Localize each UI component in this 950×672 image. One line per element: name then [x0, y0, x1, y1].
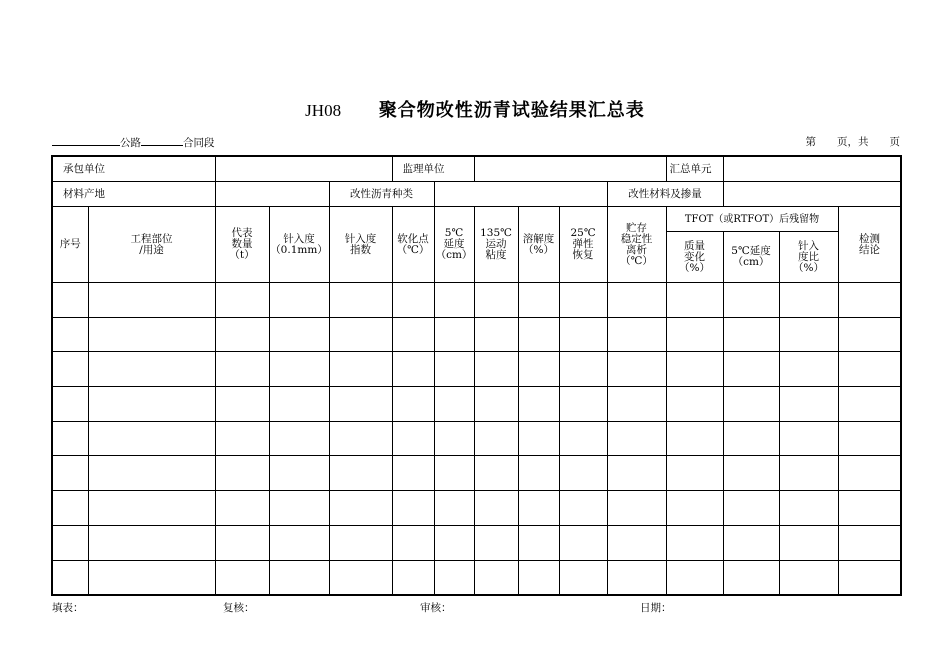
table-cell[interactable] [607, 560, 666, 595]
table-row [52, 525, 901, 560]
table-cell[interactable] [779, 456, 838, 491]
road-blank[interactable] [52, 134, 120, 146]
table-row [52, 387, 901, 422]
table-cell[interactable] [518, 560, 559, 595]
seq-header: 序号 [52, 207, 88, 283]
table-cell[interactable] [392, 387, 434, 422]
table-cell[interactable] [434, 491, 474, 526]
table-cell[interactable] [559, 387, 607, 422]
table-cell[interactable] [269, 560, 329, 595]
table-cell[interactable] [607, 317, 666, 352]
material-origin-value[interactable] [215, 182, 329, 207]
table-cell[interactable] [666, 317, 723, 352]
table-cell[interactable] [434, 317, 474, 352]
table-cell[interactable] [52, 352, 88, 387]
table-cell[interactable] [215, 387, 269, 422]
table-cell[interactable] [434, 387, 474, 422]
table-cell[interactable] [723, 525, 779, 560]
table-cell[interactable] [666, 283, 723, 318]
table-cell[interactable] [559, 317, 607, 352]
table-cell[interactable] [518, 352, 559, 387]
form-name: 聚合物改性沥青试验结果汇总表 [378, 100, 645, 121]
table-cell[interactable] [666, 491, 723, 526]
table-cell[interactable] [518, 491, 559, 526]
table-row [52, 283, 901, 318]
contractor-value[interactable] [215, 156, 392, 182]
table-cell[interactable] [723, 560, 779, 595]
table-cell[interactable] [329, 283, 392, 318]
ductility-header: 5℃ 延度 （cm） [434, 207, 474, 283]
table-cell[interactable] [779, 283, 838, 318]
table-row [52, 317, 901, 352]
table-cell[interactable] [434, 283, 474, 318]
table-cell[interactable] [474, 283, 518, 318]
section-label: 合同段 [183, 137, 215, 149]
table-cell[interactable] [215, 421, 269, 456]
table-cell[interactable] [474, 317, 518, 352]
table-cell[interactable] [518, 283, 559, 318]
table-cell[interactable] [434, 560, 474, 595]
table-cell[interactable] [88, 387, 215, 422]
location-header: 工程部位 /用途 [88, 207, 215, 283]
table-cell[interactable] [269, 491, 329, 526]
table-cell[interactable] [329, 387, 392, 422]
table-cell[interactable] [723, 352, 779, 387]
table-cell[interactable] [474, 560, 518, 595]
date-label: 日期： [640, 602, 672, 614]
table-cell[interactable] [779, 525, 838, 560]
table-cell[interactable] [666, 456, 723, 491]
table-cell[interactable] [723, 491, 779, 526]
conclusion-header: 检测 结论 [838, 207, 901, 283]
table-cell[interactable] [838, 387, 901, 422]
table-cell[interactable] [329, 421, 392, 456]
table-cell[interactable] [392, 560, 434, 595]
table-row [52, 421, 901, 456]
table-cell[interactable] [215, 491, 269, 526]
ductility-after-header: 5℃延度 （cm） [723, 232, 779, 283]
table-cell[interactable] [723, 283, 779, 318]
page-title [0, 96, 950, 122]
table-cell[interactable] [88, 491, 215, 526]
pen-ratio-header: 针入 度比 （%） [779, 232, 838, 283]
table-cell[interactable] [559, 421, 607, 456]
table-cell[interactable] [329, 491, 392, 526]
table-cell[interactable] [392, 421, 434, 456]
asphalt-type-label: 改性沥青种类 [329, 182, 434, 207]
table-cell[interactable] [215, 560, 269, 595]
table-cell[interactable] [559, 491, 607, 526]
table-cell[interactable] [838, 283, 901, 318]
table-cell[interactable] [607, 352, 666, 387]
table-cell[interactable] [666, 421, 723, 456]
table-cell[interactable] [269, 525, 329, 560]
table-cell[interactable] [434, 456, 474, 491]
table-cell[interactable] [88, 352, 215, 387]
table-cell[interactable] [434, 421, 474, 456]
table-cell[interactable] [434, 352, 474, 387]
contractor-label: 承包单位 [52, 156, 215, 182]
table-cell[interactable] [607, 283, 666, 318]
storage-header: 贮存 稳定性 离析 （℃） [607, 207, 666, 283]
header-row-1 [52, 207, 901, 232]
table-cell[interactable] [474, 491, 518, 526]
table-cell[interactable] [88, 283, 215, 318]
summary-unit-value[interactable] [723, 156, 901, 182]
supervisor-value[interactable] [474, 156, 666, 182]
table-cell[interactable] [329, 560, 392, 595]
table-cell[interactable] [723, 387, 779, 422]
table-cell[interactable] [559, 525, 607, 560]
table-cell[interactable] [269, 387, 329, 422]
table-cell[interactable] [838, 421, 901, 456]
table-cell[interactable] [88, 456, 215, 491]
filler-label: 填表： [52, 602, 84, 614]
tfot-header: TFOT（或RTFOT）后残留物 [666, 207, 838, 232]
table-cell[interactable] [607, 387, 666, 422]
table-cell[interactable] [838, 525, 901, 560]
table-cell[interactable] [52, 421, 88, 456]
table-cell[interactable] [666, 560, 723, 595]
table-cell[interactable] [269, 456, 329, 491]
table-cell[interactable] [392, 283, 434, 318]
table-cell[interactable] [518, 525, 559, 560]
asphalt-type-value[interactable] [434, 182, 607, 207]
table-cell[interactable] [329, 317, 392, 352]
table-cell[interactable] [52, 456, 88, 491]
table-cell[interactable] [215, 456, 269, 491]
table-row [52, 560, 901, 595]
table-cell[interactable] [723, 317, 779, 352]
checker-label: 复核： [223, 602, 255, 614]
table-cell[interactable] [838, 560, 901, 595]
table-cell[interactable] [392, 317, 434, 352]
table-row [52, 491, 901, 526]
table-row [52, 352, 901, 387]
material-origin-label: 材料产地 [52, 182, 215, 207]
table-cell[interactable] [607, 491, 666, 526]
table-cell[interactable] [52, 387, 88, 422]
viscosity-header: 135℃ 运动 粘度 [474, 207, 518, 283]
info-row-2 [52, 182, 901, 207]
table-cell[interactable] [666, 387, 723, 422]
section-blank[interactable] [141, 134, 183, 146]
table-cell[interactable] [392, 456, 434, 491]
table-cell[interactable] [392, 352, 434, 387]
table-cell[interactable] [559, 456, 607, 491]
table-cell[interactable] [779, 387, 838, 422]
info-row-1 [52, 156, 901, 182]
modifier-label: 改性材料及掺量 [607, 182, 723, 207]
table-cell[interactable] [269, 317, 329, 352]
table-cell[interactable] [838, 491, 901, 526]
table-cell[interactable] [779, 560, 838, 595]
table-cell[interactable] [474, 525, 518, 560]
form-code: JH08 [305, 101, 342, 120]
page-count: 第 页，共 页 [805, 136, 900, 148]
table-cell[interactable] [215, 283, 269, 318]
table-cell[interactable] [559, 283, 607, 318]
table-cell[interactable] [52, 283, 88, 318]
table-cell[interactable] [215, 317, 269, 352]
penetration-header: 针入度 （0.1mm） [269, 207, 329, 283]
subline [52, 134, 900, 152]
table-cell[interactable] [779, 491, 838, 526]
table-cell[interactable] [329, 352, 392, 387]
table-row [52, 456, 901, 491]
table-cell[interactable] [52, 491, 88, 526]
reviewer-label: 审核： [420, 602, 452, 614]
table-cell[interactable] [88, 317, 215, 352]
table-cell[interactable] [474, 387, 518, 422]
summary-unit-label: 汇总单元 [666, 156, 723, 182]
road-section-line [52, 134, 215, 150]
table-cell[interactable] [269, 352, 329, 387]
table-cell[interactable] [52, 525, 88, 560]
table-cell[interactable] [666, 525, 723, 560]
table-cell[interactable] [392, 525, 434, 560]
table-cell[interactable] [269, 421, 329, 456]
table-cell[interactable] [559, 560, 607, 595]
table-cell[interactable] [474, 456, 518, 491]
table-cell[interactable] [215, 352, 269, 387]
table-cell[interactable] [88, 560, 215, 595]
modifier-value[interactable] [723, 182, 901, 207]
table-cell[interactable] [474, 352, 518, 387]
table-cell[interactable] [779, 421, 838, 456]
table-cell[interactable] [474, 421, 518, 456]
table-cell[interactable] [607, 421, 666, 456]
table-cell[interactable] [838, 456, 901, 491]
table-cell[interactable] [518, 317, 559, 352]
table-cell[interactable] [779, 352, 838, 387]
table-cell[interactable] [559, 352, 607, 387]
quantity-header: 代表 数量 （t） [215, 207, 269, 283]
table-cell[interactable] [329, 525, 392, 560]
table-cell[interactable] [269, 283, 329, 318]
road-label: 公路 [120, 137, 141, 149]
softening-header: 软化点 （℃） [392, 207, 434, 283]
table-cell[interactable] [434, 525, 474, 560]
table-cell[interactable] [88, 421, 215, 456]
table-cell[interactable] [518, 456, 559, 491]
pi-header: 针入度 指数 [329, 207, 392, 283]
table-cell[interactable] [392, 491, 434, 526]
table-cell[interactable] [723, 421, 779, 456]
table-cell[interactable] [666, 352, 723, 387]
table-cell[interactable] [607, 525, 666, 560]
table-cell[interactable] [88, 525, 215, 560]
supervisor-label: 监理单位 [392, 156, 474, 182]
table-cell[interactable] [723, 456, 779, 491]
table-cell[interactable] [838, 317, 901, 352]
table-cell[interactable] [329, 456, 392, 491]
solubility-header: 溶解度 （%） [518, 207, 559, 283]
table-cell[interactable] [518, 421, 559, 456]
elastic-header: 25℃ 弹性 恢复 [559, 207, 607, 283]
table-cell[interactable] [518, 387, 559, 422]
table-cell[interactable] [607, 456, 666, 491]
table-cell[interactable] [52, 560, 88, 595]
mass-change-header: 质量 变化 （%） [666, 232, 723, 283]
table-cell[interactable] [838, 352, 901, 387]
results-table [51, 155, 902, 596]
table-cell[interactable] [215, 525, 269, 560]
table-cell[interactable] [779, 317, 838, 352]
table-cell[interactable] [52, 317, 88, 352]
